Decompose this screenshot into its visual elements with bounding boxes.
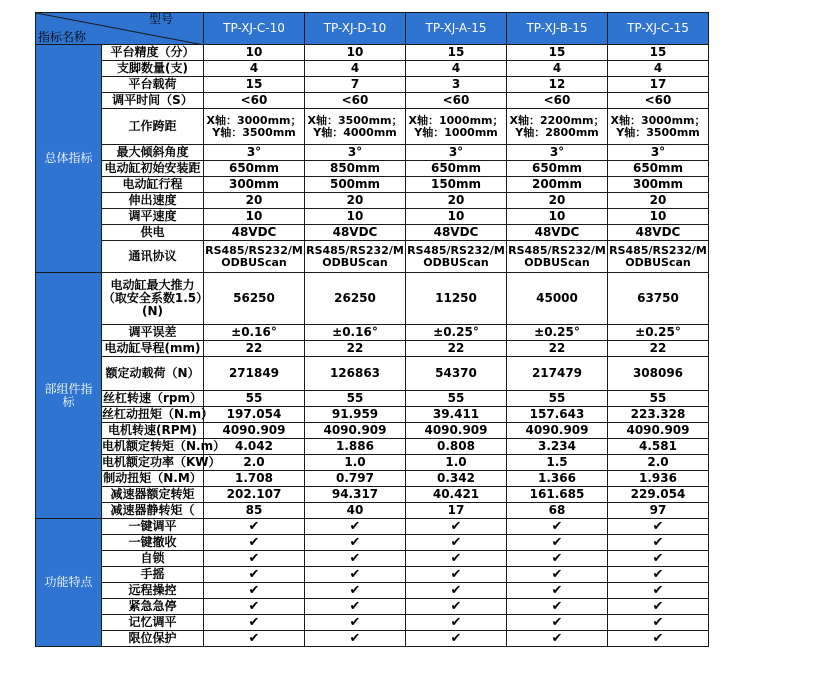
metric-name: 紧急急停 (102, 599, 204, 615)
metric-value: 15 (608, 45, 709, 61)
metric-value-line: Y轴：3500mm (616, 125, 700, 139)
metric-value: 4 (507, 61, 608, 77)
check-icon: ✔ (507, 551, 608, 567)
table-row (36, 519, 709, 535)
table-row (36, 407, 709, 423)
model-header: TP-XJ-C-15 (608, 13, 709, 45)
corner-metric-label: 指标名称 (38, 30, 87, 44)
table-row (36, 61, 709, 77)
metric-name: 电机额定转矩（N.m） (102, 439, 226, 453)
metric-name: 制动扭矩（N.M） (103, 471, 202, 485)
table-row (36, 273, 709, 325)
metric-value: 17 (608, 77, 709, 93)
model-header: TP-XJ-D-10 (305, 13, 406, 45)
metric-value: 10 (406, 209, 507, 225)
metric-value-line: ODBUScan (625, 255, 691, 269)
table-row (36, 45, 709, 61)
check-icon: ✔ (608, 567, 709, 583)
metric-value: 22 (608, 341, 709, 357)
metric-value-line: X轴：2200mm； (509, 113, 605, 127)
metric-value: 4090.909 (507, 423, 608, 439)
table-row (36, 471, 709, 487)
metric-value-line: RS485/RS232/M (306, 243, 404, 257)
metric-value: 4 (608, 61, 709, 77)
metric-value (507, 241, 608, 273)
metric-value: 4 (204, 61, 305, 77)
metric-value: 4090.909 (406, 423, 507, 439)
metric-value-line: ODBUScan (524, 255, 590, 269)
table-row (36, 439, 709, 455)
metric-value (507, 109, 608, 145)
metric-name: 通讯协议 (102, 241, 204, 273)
check-icon: ✔ (406, 567, 507, 583)
check-icon: ✔ (204, 519, 305, 535)
check-icon: ✔ (608, 615, 709, 631)
metric-value: 20 (305, 193, 406, 209)
table-row (36, 193, 709, 209)
metric-value-line: RS485/RS232/M (407, 243, 505, 257)
check-icon: ✔ (204, 567, 305, 583)
metric-value: 0.808 (406, 439, 507, 455)
metric-value: 55 (608, 391, 709, 407)
metric-value: 1.0 (305, 455, 406, 471)
metric-value: 12 (507, 77, 608, 93)
metric-name: 一键调平 (102, 519, 204, 535)
metric-value: 2.0 (204, 455, 305, 471)
metric-value: 10 (305, 45, 406, 61)
check-icon: ✔ (608, 599, 709, 615)
check-icon: ✔ (608, 535, 709, 551)
table-row (36, 93, 709, 109)
group-label: 部组件指标 (36, 273, 102, 519)
check-icon: ✔ (305, 551, 406, 567)
metric-value (305, 109, 406, 145)
metric-value: 10 (305, 209, 406, 225)
table-row (36, 551, 709, 567)
check-icon: ✔ (406, 615, 507, 631)
metric-value: 157.643 (507, 407, 608, 423)
metric-value-line: Y轴：3500mm (212, 125, 296, 139)
metric-name: 手摇 (102, 567, 204, 583)
header-row (36, 13, 709, 45)
metric-value: 4.042 (204, 439, 305, 455)
check-icon: ✔ (305, 567, 406, 583)
metric-value: 63750 (608, 273, 709, 325)
metric-value: 4.581 (608, 439, 709, 455)
metric-value: 229.054 (608, 487, 709, 503)
metric-value: 650mm (507, 161, 608, 177)
check-icon: ✔ (608, 519, 709, 535)
metric-value: 0.797 (305, 471, 406, 487)
metric-value: 55 (305, 391, 406, 407)
group-label: 功能特点 (36, 519, 102, 647)
metric-value: 45000 (507, 273, 608, 325)
check-icon: ✔ (507, 631, 608, 647)
metric-name: 远程操控 (102, 583, 204, 599)
table-body (36, 13, 709, 647)
metric-value: 40 (305, 503, 406, 519)
table-row (36, 341, 709, 357)
model-header: TP-XJ-B-15 (507, 13, 608, 45)
metric-value: 200mm (507, 177, 608, 193)
metric-value (204, 241, 305, 273)
group-label: 总体指标 (36, 45, 102, 273)
metric-name: 减速器额定转矩 (102, 487, 204, 503)
metric-value (608, 241, 709, 273)
metric-name: 调平误差 (102, 325, 204, 341)
table-row (36, 209, 709, 225)
metric-value: 197.054 (204, 407, 305, 423)
metric-value: 3 (406, 77, 507, 93)
metric-name: 电动缸导程(mm) (102, 341, 204, 357)
metric-name: 电动缸初始安装距 (102, 161, 204, 177)
metric-value: 271849 (204, 357, 305, 391)
metric-value: 850mm (305, 161, 406, 177)
check-icon: ✔ (507, 567, 608, 583)
metric-value: 22 (406, 341, 507, 357)
metric-name: 供电 (102, 225, 204, 241)
metric-value: 48VDC (507, 225, 608, 241)
metric-name: 电动缸行程 (102, 177, 204, 193)
check-icon: ✔ (305, 599, 406, 615)
check-icon: ✔ (507, 519, 608, 535)
metric-value (406, 241, 507, 273)
metric-value: 10 (608, 209, 709, 225)
metric-value: 48VDC (305, 225, 406, 241)
metric-value: ±0.25° (406, 325, 507, 341)
metric-value-line: X轴：3000mm； (610, 113, 706, 127)
metric-value: 10 (507, 209, 608, 225)
metric-value: 39.411 (406, 407, 507, 423)
metric-value: <60 (406, 93, 507, 109)
check-icon: ✔ (305, 583, 406, 599)
metric-value: 4 (406, 61, 507, 77)
metric-name: 限位保护 (102, 631, 204, 647)
check-icon: ✔ (608, 551, 709, 567)
table-row (36, 599, 709, 615)
metric-value: 2.0 (608, 455, 709, 471)
metric-value: 15 (204, 77, 305, 93)
check-icon: ✔ (406, 631, 507, 647)
spec-table (35, 12, 709, 647)
metric-name: 电动缸最大推力（取安全系数1.5）(N) (102, 273, 204, 325)
metric-value: 3° (204, 145, 305, 161)
metric-value: 20 (204, 193, 305, 209)
table-row (36, 535, 709, 551)
metric-value: 20 (507, 193, 608, 209)
check-icon: ✔ (305, 535, 406, 551)
metric-value: 55 (204, 391, 305, 407)
table-row (36, 423, 709, 439)
model-header: TP-XJ-A-15 (406, 13, 507, 45)
check-icon: ✔ (204, 599, 305, 615)
metric-value: 3° (608, 145, 709, 161)
metric-value: 68 (507, 503, 608, 519)
metric-value: 54370 (406, 357, 507, 391)
metric-value: 1.5 (507, 455, 608, 471)
metric-value: 48VDC (608, 225, 709, 241)
table-row (36, 225, 709, 241)
metric-value: 150mm (406, 177, 507, 193)
metric-value: 22 (507, 341, 608, 357)
check-icon: ✔ (406, 599, 507, 615)
metric-value: 217479 (507, 357, 608, 391)
metric-value-line: X轴：1000mm； (408, 113, 504, 127)
metric-value-line: X轴：3500mm； (307, 113, 403, 127)
check-icon: ✔ (406, 583, 507, 599)
table-row (36, 631, 709, 647)
header-corner-cell (36, 13, 204, 45)
metric-value-line: ODBUScan (423, 255, 489, 269)
metric-value: <60 (507, 93, 608, 109)
metric-value: 20 (406, 193, 507, 209)
metric-value-line: ODBUScan (322, 255, 388, 269)
metric-value: 650mm (406, 161, 507, 177)
metric-value: ±0.16° (305, 325, 406, 341)
metric-value: 500mm (305, 177, 406, 193)
metric-value: 308096 (608, 357, 709, 391)
check-icon: ✔ (507, 535, 608, 551)
corner-model-label: 型号 (148, 12, 173, 26)
check-icon: ✔ (305, 519, 406, 535)
table-row (36, 567, 709, 583)
metric-value: 650mm (204, 161, 305, 177)
metric-value-line: RS485/RS232/M (609, 243, 707, 257)
metric-name: 支脚数量(支) (102, 61, 204, 77)
metric-value-line: Y轴：1000mm (414, 125, 498, 139)
metric-value: 26250 (305, 273, 406, 325)
check-icon: ✔ (204, 631, 305, 647)
metric-value: 4090.909 (305, 423, 406, 439)
check-icon: ✔ (204, 583, 305, 599)
metric-value: 85 (204, 503, 305, 519)
table-row (36, 487, 709, 503)
metric-value-line: Y轴：2800mm (515, 125, 599, 139)
metric-value: 48VDC (406, 225, 507, 241)
metric-value: 1.0 (406, 455, 507, 471)
metric-value: <60 (204, 93, 305, 109)
table-row (36, 241, 709, 273)
metric-name: 额定动载荷（N） (102, 357, 204, 391)
check-icon: ✔ (305, 615, 406, 631)
metric-value: 17 (406, 503, 507, 519)
metric-name: 伸出速度 (102, 193, 204, 209)
metric-value: 48VDC (204, 225, 305, 241)
metric-value: <60 (608, 93, 709, 109)
metric-value: 300mm (204, 177, 305, 193)
table-row (36, 77, 709, 93)
check-icon: ✔ (406, 535, 507, 551)
metric-value: 7 (305, 77, 406, 93)
metric-value (204, 109, 305, 145)
metric-name: 记忆调平 (102, 615, 204, 631)
metric-value: 56250 (204, 273, 305, 325)
metric-name: 减速器静转矩（ (102, 503, 204, 519)
metric-name: 丝杠转速（rpm） (102, 391, 202, 405)
metric-value: ±0.25° (507, 325, 608, 341)
metric-name: 工作跨距 (102, 109, 204, 145)
metric-value: 202.107 (204, 487, 305, 503)
metric-name: 电机额定功率（KW） (102, 455, 221, 469)
metric-value: 4 (305, 61, 406, 77)
metric-value: 1.366 (507, 471, 608, 487)
metric-name: 平台载荷 (102, 77, 204, 93)
metric-name: 电机转速(RPM) (102, 423, 204, 439)
metric-value: 300mm (608, 177, 709, 193)
table-row (36, 357, 709, 391)
check-icon: ✔ (406, 551, 507, 567)
metric-value: 55 (507, 391, 608, 407)
metric-value: 3.234 (507, 439, 608, 455)
metric-name: 丝杠动扭矩（N.m） (102, 407, 214, 421)
model-header: TP-XJ-C-10 (204, 13, 305, 45)
metric-value: 15 (406, 45, 507, 61)
table-row (36, 325, 709, 341)
metric-value: 97 (608, 503, 709, 519)
check-icon: ✔ (507, 599, 608, 615)
metric-value (305, 241, 406, 273)
table-row (36, 161, 709, 177)
metric-value: 20 (608, 193, 709, 209)
table-row (36, 391, 709, 407)
metric-value: <60 (305, 93, 406, 109)
metric-value: 126863 (305, 357, 406, 391)
metric-value: 3° (305, 145, 406, 161)
metric-value (608, 109, 709, 145)
metric-value: 22 (204, 341, 305, 357)
metric-name: 调平速度 (102, 209, 204, 225)
metric-value-line: ODBUScan (221, 255, 287, 269)
metric-value: 15 (507, 45, 608, 61)
metric-value: 4090.909 (608, 423, 709, 439)
metric-value: 1.886 (305, 439, 406, 455)
metric-value: 1.708 (204, 471, 305, 487)
metric-name: 自锁 (102, 551, 204, 567)
metric-value: ±0.25° (608, 325, 709, 341)
metric-value: 10 (204, 209, 305, 225)
table-row (36, 177, 709, 193)
table-row (36, 583, 709, 599)
table-row (36, 145, 709, 161)
metric-value-line: RS485/RS232/M (205, 243, 303, 257)
check-icon: ✔ (204, 535, 305, 551)
check-icon: ✔ (507, 583, 608, 599)
metric-value-line: X轴：3000mm； (206, 113, 302, 127)
metric-name: 调平时间（S） (102, 93, 204, 109)
check-icon: ✔ (204, 615, 305, 631)
check-icon: ✔ (608, 631, 709, 647)
metric-value-line: RS485/RS232/M (508, 243, 606, 257)
metric-value-line: Y轴：4000mm (313, 125, 397, 139)
metric-value: ±0.16° (204, 325, 305, 341)
check-icon: ✔ (305, 631, 406, 647)
metric-value: 4090.909 (204, 423, 305, 439)
metric-name: 一键撤收 (102, 535, 204, 551)
check-icon: ✔ (406, 519, 507, 535)
table-row (36, 109, 709, 145)
table-row (36, 615, 709, 631)
metric-value: 161.685 (507, 487, 608, 503)
metric-name: 平台精度（分） (102, 45, 204, 61)
metric-value: 10 (204, 45, 305, 61)
metric-value: 3° (507, 145, 608, 161)
metric-value: 0.342 (406, 471, 507, 487)
metric-value: 22 (305, 341, 406, 357)
metric-value: 91.959 (305, 407, 406, 423)
check-icon: ✔ (608, 583, 709, 599)
check-icon: ✔ (507, 615, 608, 631)
metric-value: 94.317 (305, 487, 406, 503)
metric-value: 3° (406, 145, 507, 161)
metric-name: 最大倾斜角度 (102, 145, 204, 161)
metric-value: 11250 (406, 273, 507, 325)
check-icon: ✔ (204, 551, 305, 567)
table-row (36, 503, 709, 519)
table-row (36, 455, 709, 471)
metric-value: 55 (406, 391, 507, 407)
metric-value: 40.421 (406, 487, 507, 503)
metric-value: 223.328 (608, 407, 709, 423)
metric-value: 650mm (608, 161, 709, 177)
metric-value (406, 109, 507, 145)
metric-value: 1.936 (608, 471, 709, 487)
